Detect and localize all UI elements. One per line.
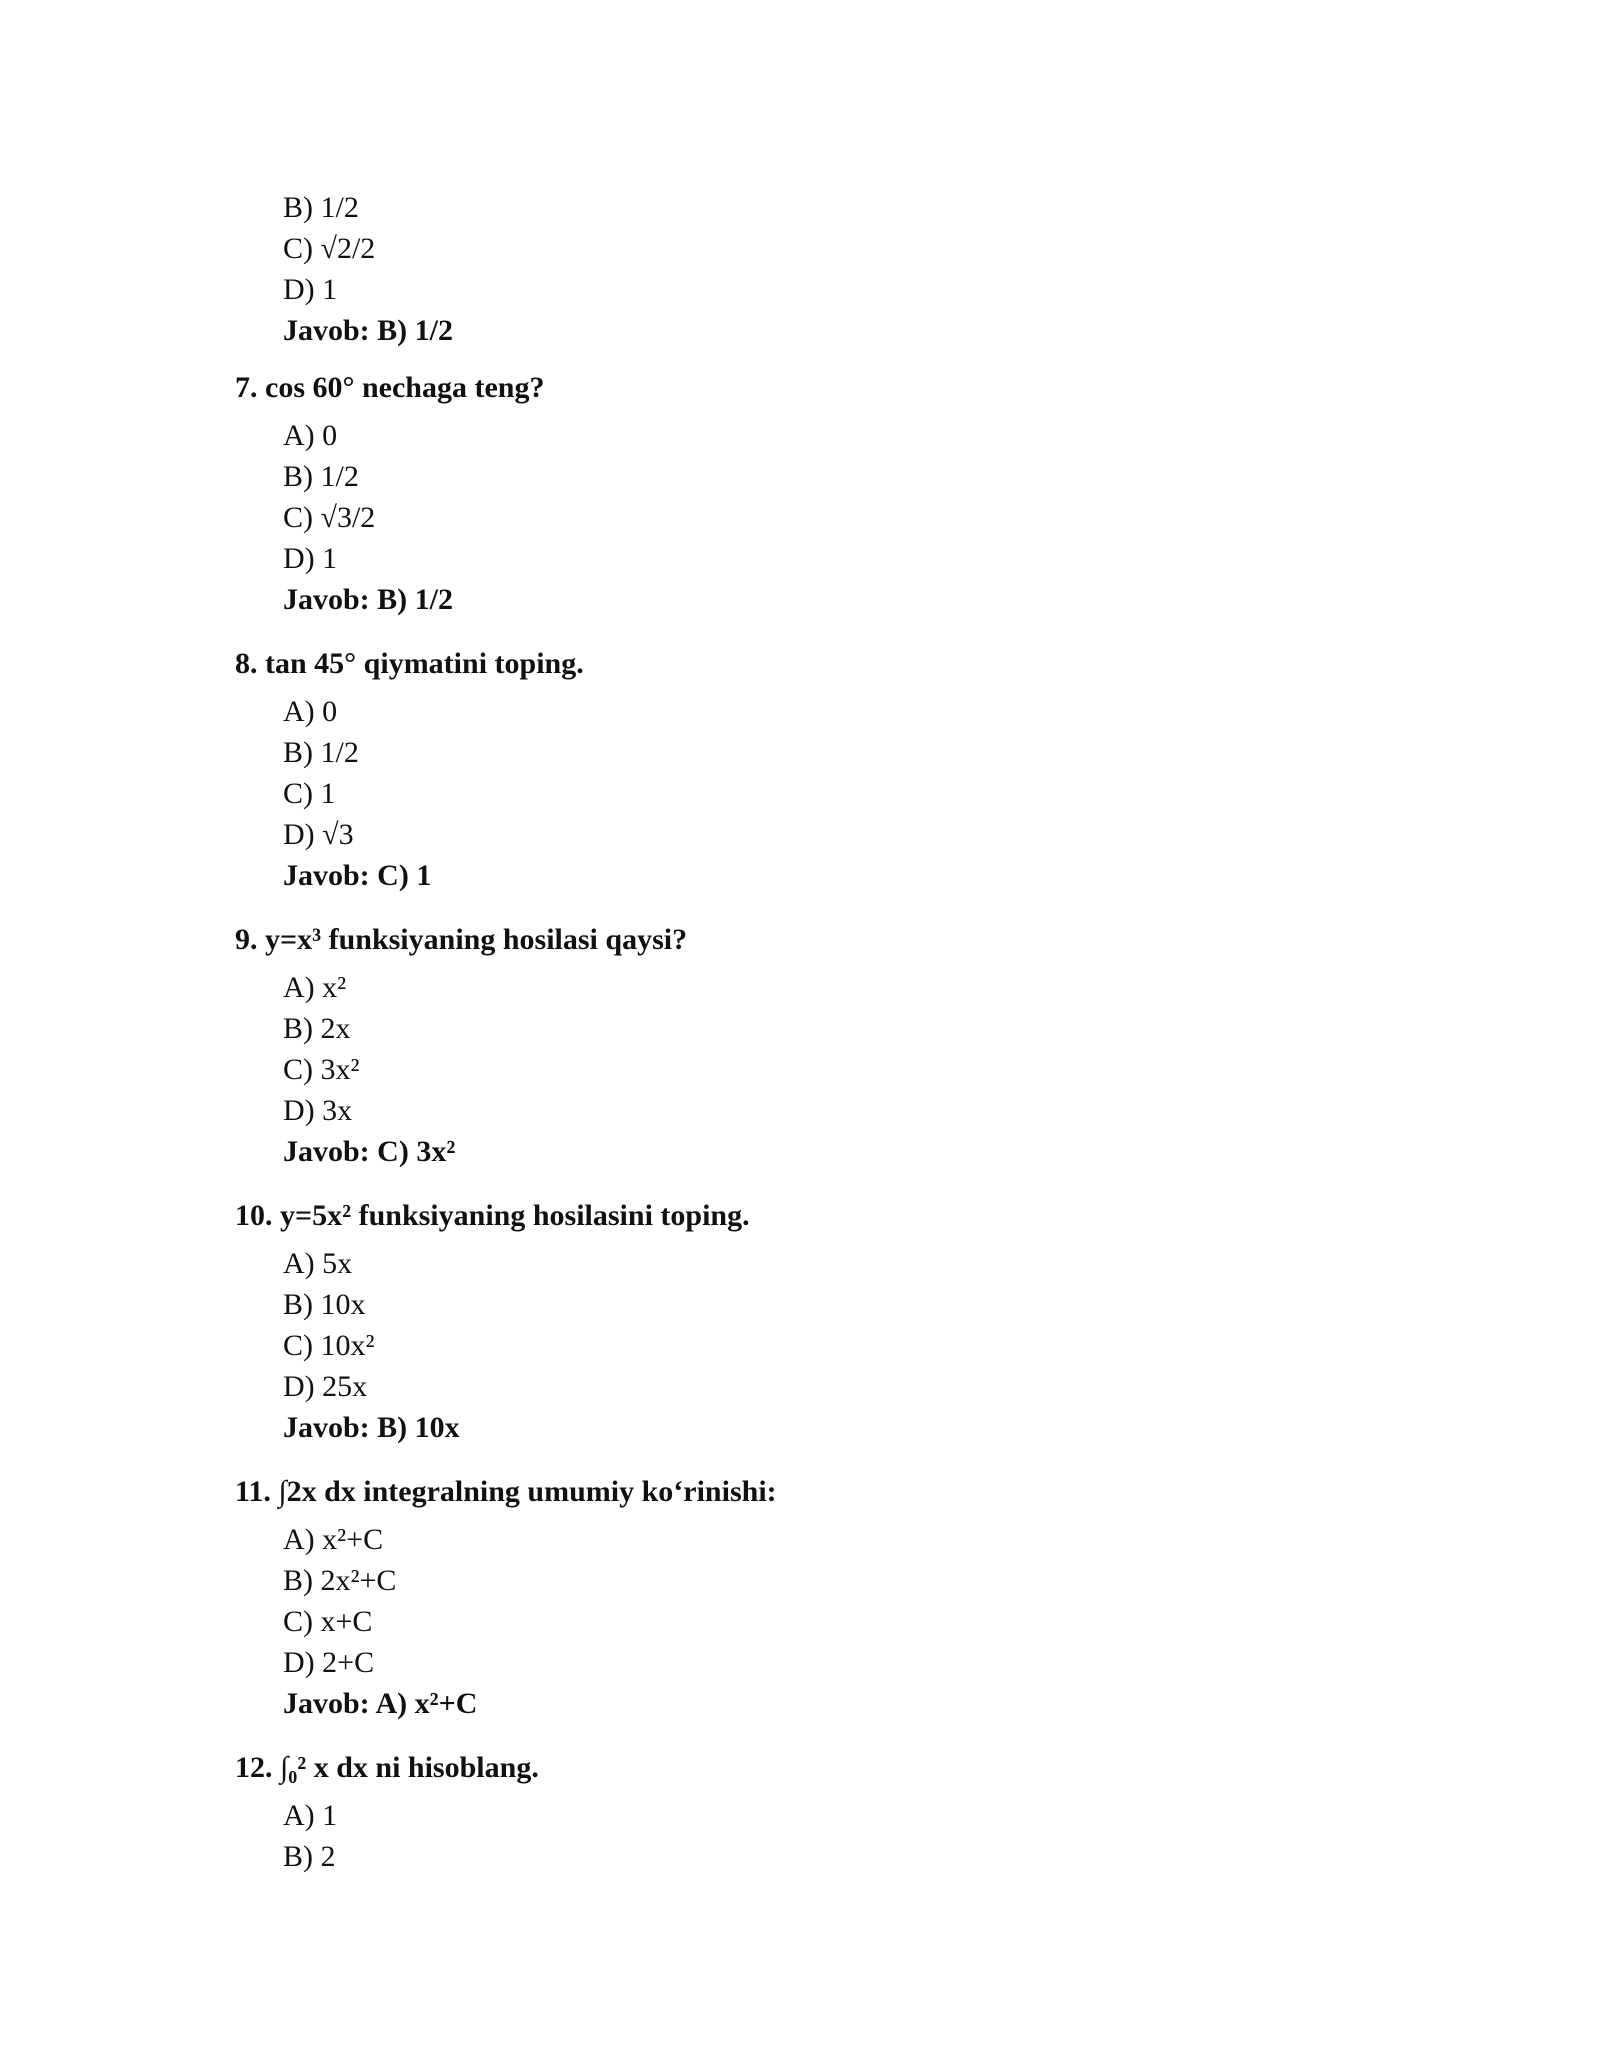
question-9 (235, 901, 1435, 1172)
question-12 (235, 1729, 1435, 1877)
question-6-continuation (235, 187, 1435, 351)
option-d: D) √3 (283, 818, 354, 851)
option-a: A) 5x (283, 1247, 353, 1280)
options-list (235, 187, 1435, 351)
answer-line: Javob: B) 10x (283, 1411, 460, 1444)
options-list (235, 691, 1435, 896)
option-b: B) 2x²+C (283, 1564, 397, 1597)
question-title (235, 1747, 1435, 1788)
option-c: C) 3x² (283, 1053, 360, 1086)
options-list (235, 1795, 1435, 1877)
option-d: D) 1 (283, 542, 338, 575)
option-a: A) 1 (283, 1799, 338, 1832)
option-b: B) 1/2 (283, 736, 359, 769)
question-title: 11. ∫2x dx integralning umumiy ko‘rinishi: (235, 1475, 777, 1508)
option-c: C) 1 (283, 777, 336, 810)
integral-lower-limit: 0 (288, 1767, 298, 1787)
option-c: C) 10x² (283, 1329, 375, 1362)
options-list (235, 1243, 1435, 1448)
option-c: C) √3/2 (283, 501, 376, 534)
option-d: D) 2+C (283, 1646, 375, 1679)
answer-line: Javob: A) x²+C (283, 1687, 478, 1720)
answer-line: Javob: B) 1/2 (283, 583, 454, 616)
option-b: B) 10x (283, 1288, 366, 1321)
option-b: B) 2 (283, 1840, 336, 1873)
options-list (235, 415, 1435, 620)
option-a: A) x² (283, 971, 347, 1004)
question-10 (235, 1177, 1435, 1448)
answer-line: Javob: B) 1/2 (283, 314, 454, 347)
option-a: A) x²+C (283, 1523, 384, 1556)
option-c: C) x+C (283, 1605, 373, 1638)
option-b: B) 2x (283, 1012, 351, 1045)
question-title-rest: ² x dx ni hisoblang. (297, 1751, 539, 1784)
option-d: D) 1 (283, 273, 338, 306)
option-d: D) 3x (283, 1094, 353, 1127)
option-b: B) 1/2 (283, 460, 359, 493)
question-title-prefix: 12. ∫ (235, 1751, 289, 1784)
question-7 (235, 349, 1435, 620)
answer-line: Javob: C) 3x² (283, 1135, 456, 1168)
question-title: 8. tan 45° qiymatini toping. (235, 647, 584, 680)
option-d: D) 25x (283, 1370, 368, 1403)
question-11 (235, 1453, 1435, 1724)
question-8 (235, 625, 1435, 896)
options-list (235, 967, 1435, 1172)
question-title: 7. cos 60° nechaga teng? (235, 371, 545, 404)
option-b: B) 1/2 (283, 191, 359, 224)
option-a: A) 0 (283, 419, 338, 452)
option-a: A) 0 (283, 695, 338, 728)
question-title: 9. y=x³ funksiyaning hosilasi qaysi? (235, 923, 688, 956)
option-c: C) √2/2 (283, 232, 376, 265)
options-list (235, 1519, 1435, 1724)
answer-line: Javob: C) 1 (283, 859, 432, 892)
question-title: 10. y=5x² funksiyaning hosilasini toping. (235, 1199, 750, 1232)
